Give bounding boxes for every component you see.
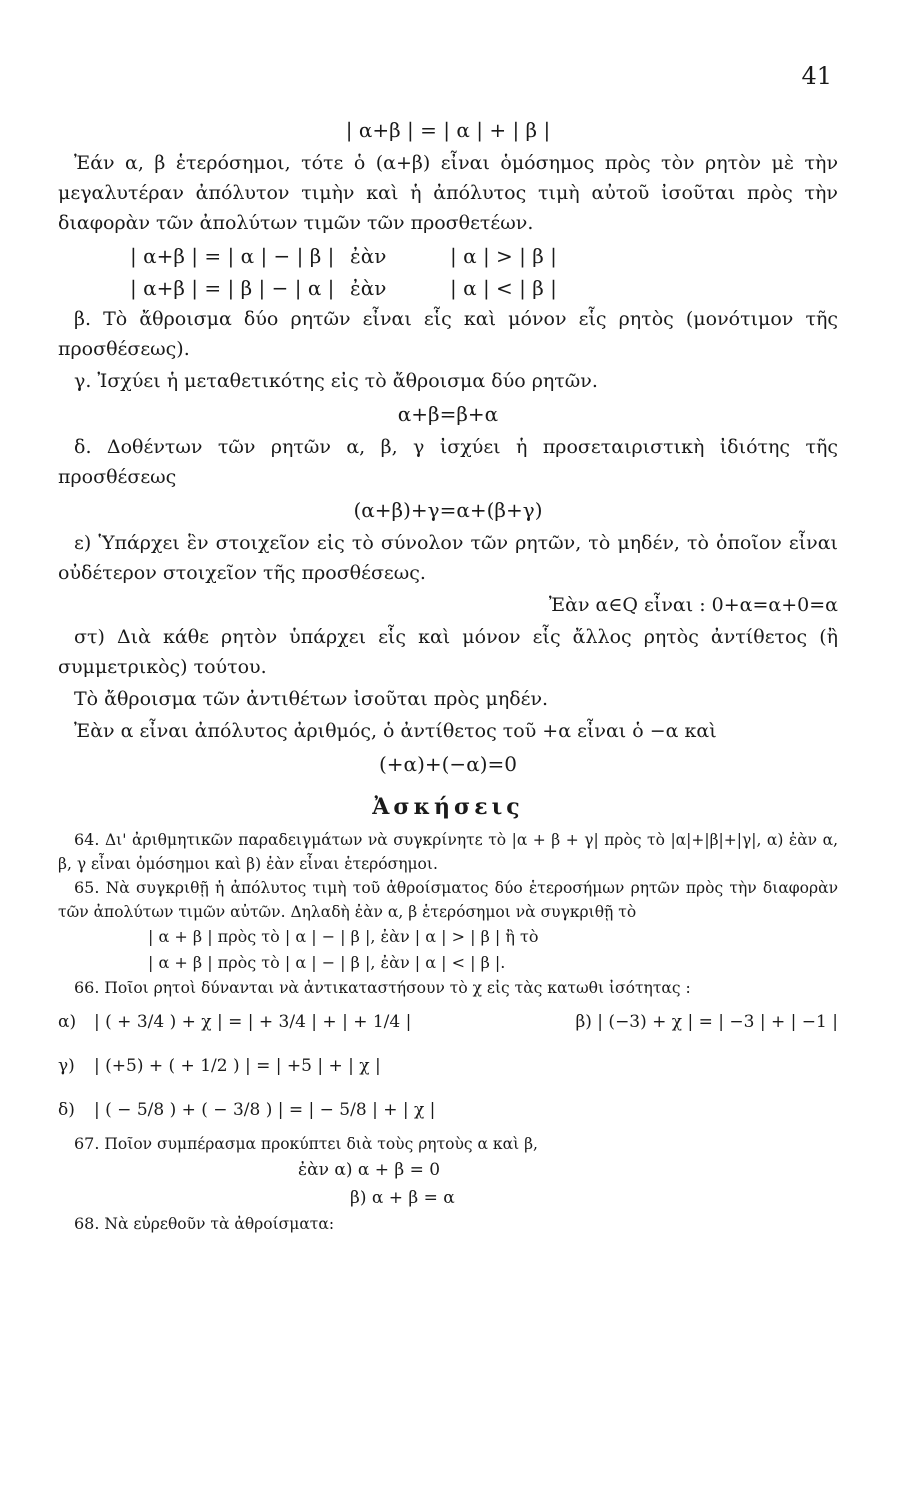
exercise-number: 65. [74,878,100,897]
formula-relation: | α | > | β | [450,244,557,268]
exercise-number: 68. [74,1214,100,1233]
equation-expression: | ( − 5/8 ) + ( − 3/8 ) | = | − 5/8 | + | χ | [94,1100,436,1120]
formula-opposites: (+α)+(−α)=0 [379,752,517,776]
exercise-number: 64. [74,830,100,849]
exercise-65-comparison-2: | α + β | πρὸς τὸ | α | − | β |, ἐὰν | α | < | β |. [148,953,506,972]
formula-commutative: α+β=β+α [397,402,499,426]
equation-item [58,1000,838,1044]
equation-label: γ) [58,1056,75,1076]
paragraph-epsilon: ε) Ὑπάρχει ἓν στοιχεῖον εἰς τὸ σύνολον τῶν ρητῶν, τὸ μηδέν, τὸ ὁποῖον εἶναι οὐδέτερον στοιχεῖον τῆς προσθέσεως. [58,532,838,584]
exercise-67-condition-1 [58,1156,838,1184]
formula-row [58,240,838,272]
exercise-68 [58,1212,838,1236]
formula-neutral: Ἐὰν α∈Q εἶναι : 0+α=α+0=α [548,594,838,616]
exercise-67-condition-2 [58,1184,838,1212]
paragraph-opposite-sign: Ἐάν α, β ἑτερόσημοι, τότε ὁ (α+β) εἶναι ὁμόσημος πρὸς τὸν ρητὸν μὲ τὴν μεγαλυτέραν ἀπόλυτον τιμὴν καὶ ἡ ἀπόλυτος τιμὴ αὐτοῦ ἰσοῦται πρὸς τὴν διαφορὰν τῶν ἀπολύτων τιμῶν τῶν προσθετέων. [58,152,838,234]
equation-expression: | (+5) + ( + 1/2 ) | = | +5 | + | χ | [94,1056,381,1076]
formula-condition-word: ἐὰν [350,244,387,268]
exercise-65-comparison-1: | α + β | πρὸς τὸ | α | − | β |, ἐὰν | α | > | β | ἢ τὸ [148,927,539,946]
condition-text: β) α + β = α [350,1188,455,1208]
equation-label: α) [58,1012,77,1032]
exercise-text: Ποῖοι ρητοὶ δύνανται νὰ ἀντικαταστήσουν τὸ χ εἰς τὰς κατωθι ἰσότητας : [104,979,691,997]
exercise-65 [58,876,838,924]
paragraph-gamma: γ. Ἰσχύει ἡ μεταθετικότης εἰς τὸ ἄθροισμα δύο ρητῶν. [74,370,598,392]
page-number: 41 [801,62,832,90]
exercise-text: Νὰ εὑρεθοῦν τὰ ἀθροίσματα: [104,1215,335,1233]
page-content [58,112,838,1236]
paragraph-beta: β. Τὸ ἄθροισμα δύο ρητῶν εἶναι εἷς καὶ μόνον εἷς ρητὸς (μονότιμον τῆς προσθέσεως). [58,308,838,360]
formula-abs-sum: | α+β | = | α | + | β | [345,118,551,142]
equation-item [58,1088,838,1132]
exercise-text: Ποῖον συμπέρασμα προκύπτει διὰ τοὺς ρητοὺς α καὶ β, [104,1135,538,1153]
equation-label: δ) [58,1100,75,1120]
exercise-number: 67. [74,1134,100,1153]
equation-expression: | ( + 3/4 ) + χ | = | + 3/4 | + | + 1/4 | [94,1012,412,1032]
condition-text: ἐὰν α) α + β = 0 [298,1160,441,1180]
exercise-66 [58,976,838,1000]
formula-relation: | α | < | β | [450,276,557,300]
paragraph-st: στ) Διὰ κάθε ρητὸν ὑπάρχει εἷς καὶ μόνον εἷς ἄλλος ρητὸς ἀντίθετος (ἢ συμμετρικὸς) τούτου. [58,626,838,678]
exercises-heading: Ἀσκήσεις [372,794,524,820]
paragraph-absolute: Ἐὰν α εἶναι ἀπόλυτος ἀριθμός, ὁ ἀντίθετος τοῦ +α εἶναι ὁ −α καὶ [74,720,717,742]
exercise-number: 66. [74,978,100,997]
equation-expression-secondary: β) | (−3) + χ | = | −3 | + | −1 | [575,1012,838,1032]
formula-expression: | α+β | = | α | − | β | [130,244,335,268]
exercise-text: Δι' ἀριθμητικῶν παραδειγμάτων νὰ συγκρίνητε τὸ |α + β + γ| πρὸς τὸ |α|+|β|+|γ|, α) ἐὰν α, β, γ εἶναι ὁμόσημοι καὶ β) ἐὰν εἶναι ἑτερόσημοι. [58,831,838,873]
exercise-text: Νὰ συγκριθῇ ἡ ἀπόλυτος τιμὴ τοῦ ἀθροίσματος δύο ἑτεροσήμων ρητῶν πρὸς τὴν διαφορὰν τῶν ἀπολύτων τιμῶν αὐτῶν. Δηλαδὴ ἐὰν α, β ἑτερόσημοι νὰ συγκριθῇ τὸ [58,879,838,921]
paragraph-sum-opposites: Τὸ ἄθροισμα τῶν ἀντιθέτων ἰσοῦται πρὸς μηδέν. [74,688,549,710]
formula-associative: (α+β)+γ=α+(β+γ) [353,498,543,522]
exercise-64 [58,828,838,876]
formula-condition-word: ἐὰν [350,276,387,300]
equation-item [58,1044,838,1088]
formula-expression: | α+β | = | β | − | α | [130,276,335,300]
paragraph-delta: δ. Δοθέντων τῶν ρητῶν α, β, γ ἰσχύει ἡ προσεταιριστικὴ ἰδιότης τῆς προσθέσεως [58,436,838,488]
exercise-67 [58,1132,838,1156]
formula-row [58,272,838,304]
